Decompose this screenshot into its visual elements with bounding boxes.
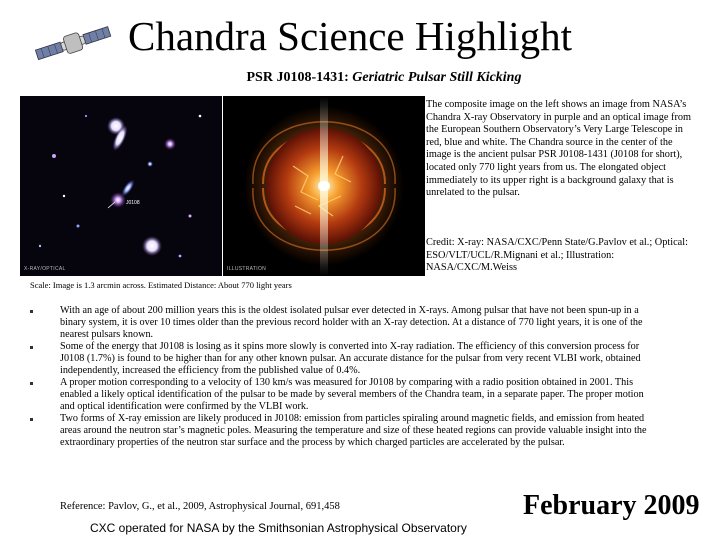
xray-optical-image — [20, 96, 222, 276]
publication-date: February 2009 — [523, 490, 700, 521]
image-description: The composite image on the left shows an image from NASA’s Chandra X-ray Observatory in purple and an optical image from the European Southern Observatory’s Very Large Telescope in red, blue and white. The Chandra source in the center of the image is the ancient pulsar PSR J0108-1431 (J0108 for short), located only 770 light years from us. The elongated object immediately to its upper right is a background galaxy that is unrelated to the pulsar. — [426, 99, 692, 199]
bullet-marker — [30, 418, 33, 421]
subtitle-tagline: Geriatric Pulsar Still Kicking — [352, 70, 522, 85]
bullet-text: Two forms of X-ray emission are likely produced in J0108: emission from particles spiraling around magnetic fields, and emission from heated areas around the neutron star’s magnetic poles. Measuring the temperature and size of these heated regions can provide valuable insight into the extraordinary properties of the neutron star surface and the process by which charged particles are accelerated by the pulsar. — [60, 413, 647, 448]
bullet-item — [30, 341, 660, 377]
bullet-marker — [30, 310, 33, 313]
scale-note: Scale: Image is 1.3 arcmin across. Estimated Distance: About 770 light years — [30, 280, 292, 290]
page-title: Chandra Science Highlight — [128, 13, 573, 59]
bullet-item — [30, 413, 660, 449]
footer-text: CXC operated for NASA by the Smithsonian Astrophysical Observatory — [90, 521, 467, 535]
bullet-text: Some of the energy that J0108 is losing as it spins more slowly is converted into X-ray radiation. The efficiency of this conversion process for J0108 (1.7%) is found to be higher than for any other known pulsar. An accurate distance for the pulsar from very recent VLBI work, obtained independently, increased the efficiency from the published value of 0.4%. — [60, 341, 641, 376]
right-image-caption: ILLUSTRATION — [227, 266, 267, 272]
pulsar-illustration-art — [223, 96, 425, 276]
pulsar-name: PSR J0108-1431: — [246, 70, 349, 85]
bullet-text: A proper motion corresponding to a velocity of 130 km/s was measured for J0108 by comparing with a radio position obtained in 2001. This enabled a likely optical identification of the pulsar to be made by several members of the Chandra team, in a separate paper. The proper motion and optical identification were confirmed by the VLBI work. — [60, 377, 644, 412]
xray-optical-field — [20, 96, 222, 276]
reference-citation: Reference: Pavlov, G., et al., 2009, Astrophysical Journal, 691,458 — [60, 501, 340, 512]
bullet-text: With an age of about 200 million years this is the oldest isolated pulsar ever detected in X-rays. Among pulsar that have not been spun-up in a binary system, it is over 10 times older than the previous record holder with an X-ray detection. At a distance of 770 light years, it is one of the nearest pulsars known. — [60, 305, 643, 340]
chandra-satellite-icon — [34, 24, 114, 68]
page-subtitle — [0, 70, 720, 86]
left-image-caption: X-RAY/OPTICAL — [24, 266, 66, 272]
highlight-bullets — [30, 305, 660, 449]
bullet-marker — [30, 382, 33, 385]
bullet-marker — [30, 346, 33, 349]
pulsar-illustration — [223, 96, 425, 276]
source-label: J0108 — [126, 200, 140, 206]
bullet-item — [30, 377, 660, 413]
bullet-item — [30, 305, 660, 341]
image-credit: Credit: X-ray: NASA/CXC/Penn State/G.Pavlov et al.; Optical: ESO/VLT/UCL/R.Mignani et al.; Illustration: NASA/CXC/M.Weiss — [426, 237, 688, 274]
